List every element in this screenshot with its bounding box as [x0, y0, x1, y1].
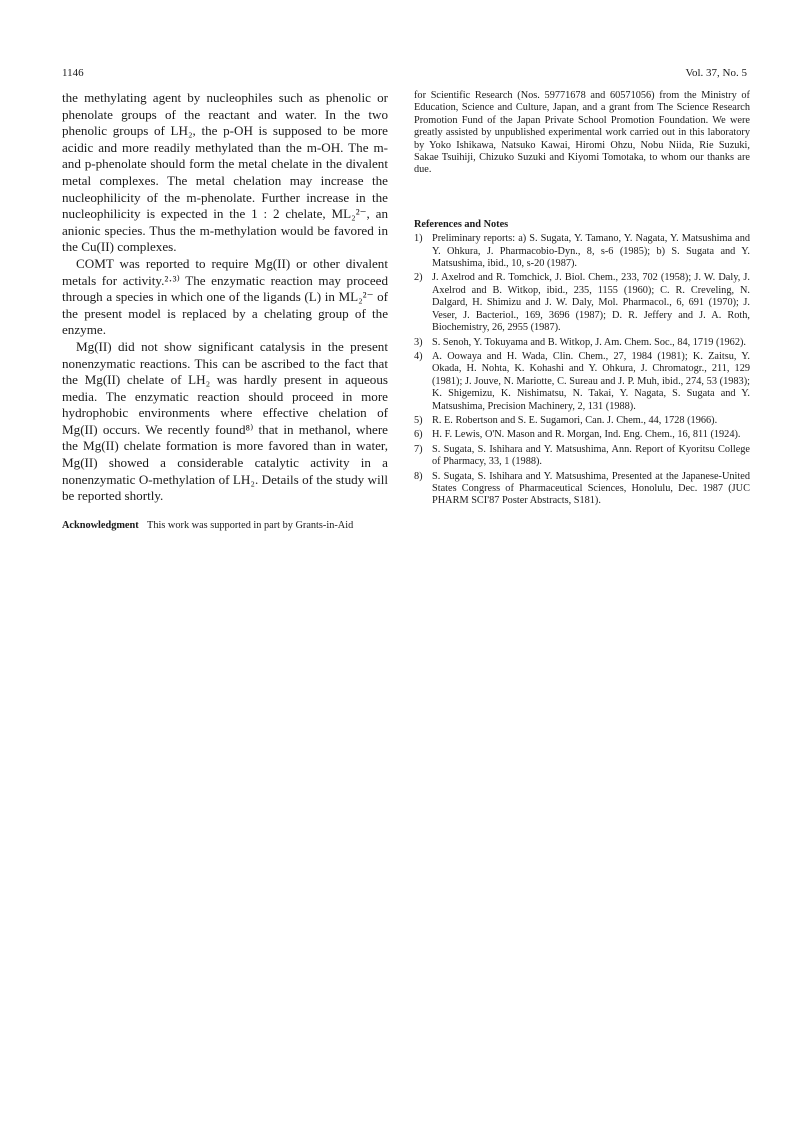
reference-item — [414, 471, 750, 508]
right-column — [414, 90, 750, 510]
reference-item — [414, 444, 750, 469]
acknowledgment — [62, 520, 388, 532]
paragraph-3: Mg(II) did not show significant catalysis in the present nonenzymatic reactions. This can be ascribed to the fact that the Mg(II) chelate of LH₂ was hardly present in aqueous media. The enzymatic reaction should proceed in more hydrophobic environments where effective chelation of Mg(II) occurs. We recently found⁸⁾ that in methanol, where the Mg(II) chelate formation is more favored than in water, Mg(II) showed a considerable catalytic activity in a nonenzymatic O-methylation of LH₂. Details of the study will be reported shortly. — [62, 338, 388, 504]
reference-text: H. F. Lewis, O'N. Mason and R. Morgan, Ind. Eng. Chem., 16, 811 (1924). — [432, 429, 741, 441]
reference-number: 5) — [414, 414, 423, 426]
reference-number: 6) — [414, 429, 423, 441]
reference-item — [414, 272, 750, 334]
reference-item — [414, 233, 750, 270]
paragraph-1: the methylating agent by nucleophiles such as phenolic or phenolate groups of the reactant and water. In the two phenolic groups of LH₂, the p-OH is supposed to be more acidic and more readily methylated than the m-OH. The m- and p-phenolate should form the metal chelate in the divalent metal complexes. The metal chelation may increase the nucleophilicity of the m-phenolate. Further increase in the nucleophilicity is expected in the 1 : 2 chelate, ML₂²⁻, an anionic species. Thus the m-methylation would be favored in the Cu(II) complexes. — [62, 90, 388, 255]
reference-number: 4) — [414, 350, 423, 362]
acknowledgment-continued: for Scientific Research (Nos. 59771678 and 60571056) from the Ministry of Education, Science and Culture, Japan, and a grant from The Science Research Promotion Fund of the Japan Private School Promotion Foundation. We were greatly assisted by unpublished experimental work carried out in this laboratory by Yoko Ishikawa, Natsuko Kawai, Hiromi Ohzu, Nobu Niida, Rie Suzuki, Sakae Tsuihiji, Chizuko Suzuki and Kiyomi Tomotaka, to whom our thanks are due. — [414, 90, 750, 176]
paragraph-2: COMT was reported to require Mg(II) or other divalent metals for activity.²·³⁾ The enzymatic reaction may proceed through a species in which one of the ligands (L) in ML₂²⁻ of the present model is replaced by a chelating group of the enzyme. — [62, 255, 388, 338]
reference-number: 2) — [414, 272, 423, 284]
reference-text: S. Senoh, Y. Tokuyama and B. Witkop, J. Am. Chem. Soc., 84, 1719 (1962). — [432, 336, 746, 348]
reference-text: S. Sugata, S. Ishihara and Y. Matsushima, Presented at the Japanese-United States Congress of Pharmaceutical Sciences, Honolulu, Dec. 1987 (JUC PHARM SCI'87 Poster Abstracts, S181). — [432, 470, 750, 507]
references-heading: References and Notes — [414, 218, 509, 230]
references-list — [414, 233, 750, 508]
reference-text: J. Axelrod and R. Tomchick, J. Biol. Chem., 233, 702 (1958); J. W. Daly, J. Axelrod and B. Witkop, ibid., 235, 1155 (1960); C. R. Creveling, N. Dalgard, H. Shimizu and J. W. Daly, Mol. Pharmacol., 6, 691 (1970); J. Veser, J. Bacteriol., 169, 3696 (1987); D. R. Jeffery and J. A. Roth, Biochemistry, 26, 2955 (1987). — [432, 272, 750, 334]
journal-volume: Vol. 37, No. 5 — [685, 67, 747, 79]
reference-number: 3) — [414, 336, 423, 348]
left-column — [62, 90, 388, 532]
acknowledgment-heading: Acknowledgment — [62, 519, 139, 531]
reference-item — [414, 351, 750, 413]
reference-number: 7) — [414, 443, 423, 455]
reference-number: 8) — [414, 470, 423, 482]
reference-number: 1) — [414, 233, 423, 245]
reference-text: Preliminary reports: a) S. Sugata, Y. Tamano, Y. Nagata, Y. Matsushima and Y. Ohkura, J. Pharmacobio-Dyn., 8, s-6 (1985); b) S. Sugata and Y. Matsushima, ibid., 10, s-20 (1987). — [432, 233, 750, 270]
reference-item — [414, 415, 750, 427]
reference-item — [414, 337, 750, 349]
reference-text: S. Sugata, S. Ishihara and Y. Matsushima, Ann. Report of Kyoritsu College of Pharmacy, 33, 1 (1988). — [432, 443, 750, 468]
acknowledgment-text: This work was supported in part by Grants-in-Aid — [147, 519, 354, 531]
reference-text: A. Oowaya and H. Wada, Clin. Chem., 27, 1984 (1981); K. Zaitsu, Y. Okada, H. Nohta, K. Kohashi and Y. Ohkura, J. Chromatogr., 211, 129 (1981); J. Jouve, N. Mariotte, C. Sureau and J. P. Muh, ibid., 274, 53 (1983); K. Shigemizu, K. Nishimatsu, N. Takai, Y. Nagata, S. Sugata and Y. Matsushima, Precision Machinery, 2, 131 (1988). — [432, 350, 750, 412]
reference-text: R. E. Robertson and S. E. Sugamori, Can. J. Chem., 44, 1728 (1966). — [432, 414, 718, 426]
page-number: 1146 — [62, 67, 84, 79]
reference-item — [414, 429, 750, 441]
